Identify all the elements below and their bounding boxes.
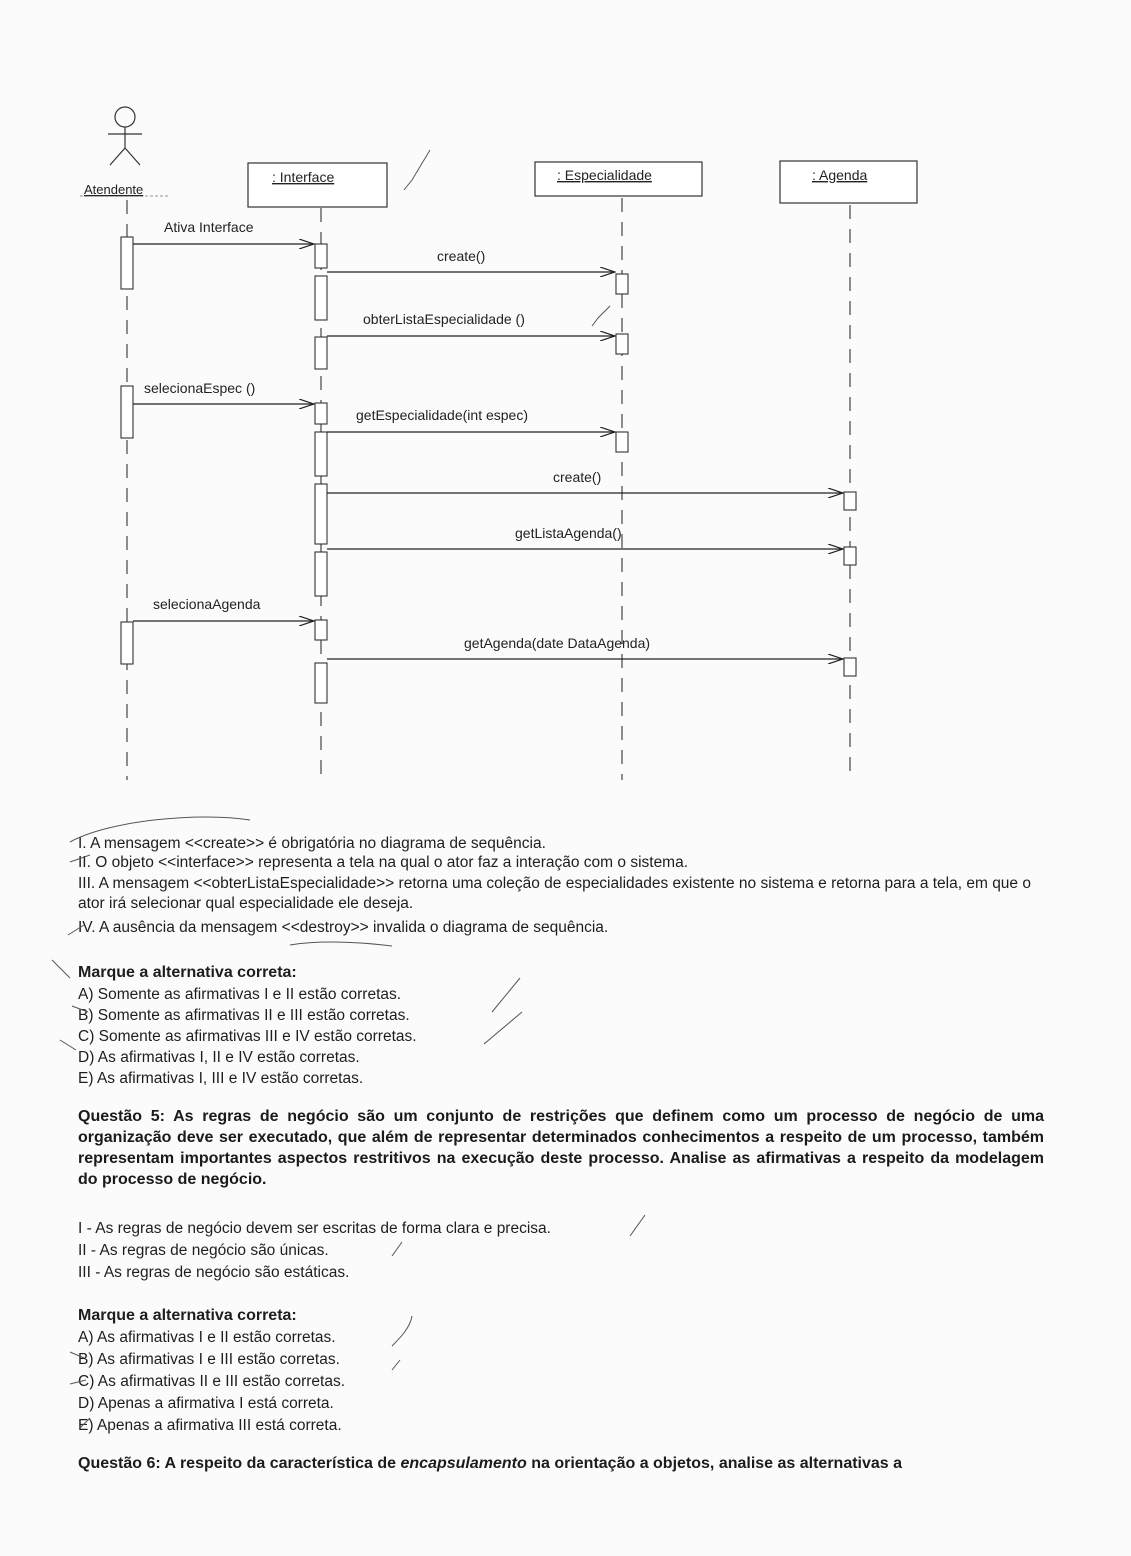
- q4-option-e[interactable]: E) As afirmativas I, III e IV estão corretas.: [78, 1070, 364, 1087]
- message-label: getEspecialidade(int espec): [356, 407, 528, 423]
- message-label: create(): [553, 469, 602, 485]
- actor-label: Atendente: [84, 182, 144, 197]
- message-label: Ativa Interface: [164, 219, 254, 235]
- message-label: obterListaEspecialidade (): [363, 311, 525, 327]
- q5-option-d[interactable]: D) Apenas a afirmativa I está correta.: [78, 1395, 334, 1412]
- q5-option-a[interactable]: A) As afirmativas I e II estão corretas.: [78, 1329, 336, 1346]
- q5-option-e[interactable]: E) Apenas a afirmativa III está correta.: [78, 1417, 342, 1434]
- message-label: selecionaEspec (): [144, 380, 256, 396]
- object-label-agenda: : Agenda: [812, 167, 868, 183]
- q4-statement-1: I. A mensagem <<create>> é obrigatória no diagrama de sequência.: [78, 835, 546, 852]
- q4-option-b[interactable]: B) Somente as afirmativas II e III estão corretas.: [78, 1007, 410, 1024]
- q4-statement-2: II. O objeto <<interface>> representa a tela na qual o ator faz a interação com o sistema.: [78, 854, 689, 871]
- q4-statement-3: III. A mensagem <<obterListaEspecialidade>> retorna uma coleção de especialidades existente no sistema e retorna para a tela, em que o ator irá selecionar qual especialidade ele deseja.: [78, 875, 1031, 912]
- q4-option-c[interactable]: C) Somente as afirmativas III e IV estão corretas.: [78, 1028, 417, 1045]
- object-label-especialidade: : Especialidade: [557, 167, 652, 183]
- q5-option-c[interactable]: C) As afirmativas II e III estão corretas.: [78, 1373, 346, 1390]
- q5-statement-3: III - As regras de negócio são estáticas.: [78, 1264, 350, 1281]
- message-label: getAgenda(date DataAgenda): [464, 635, 651, 651]
- q6-prefix: Questão 6: A respeito da característica de: [78, 1455, 401, 1472]
- q5-statement-2: II - As regras de negócio são únicas.: [78, 1242, 329, 1259]
- message-label: create(): [437, 248, 486, 264]
- q5-option-b[interactable]: B) As afirmativas I e III estão corretas.: [78, 1351, 340, 1368]
- q4-statement-4: IV. A ausência da mensagem <<destroy>> invalida o diagrama de sequência.: [78, 919, 609, 936]
- q4-prompt: Marque a alternativa correta:: [78, 964, 297, 981]
- message-label: selecionaAgenda: [153, 596, 261, 612]
- q5-question: Questão 5: As regras de negócio são um conjunto de restrições que definem como um processo de negócio de uma organização deve ser executado, que além de representar determinados conhecimentos a respeito de um processo, também representam importantes aspectos restritivos na execução deste processo. Analise as afirmativas a respeito da modelagem do processo de negócio.: [78, 1108, 1044, 1188]
- q4-option-d[interactable]: D) As afirmativas I, II e IV estão corretas.: [78, 1049, 360, 1066]
- message-label: getListaAgenda(): [515, 525, 622, 541]
- q6-emphasis: encapsulamento: [400, 1455, 527, 1472]
- object-label-interface: : Interface: [272, 169, 335, 185]
- q5-statement-1: I - As regras de negócio devem ser escritas de forma clara e precisa.: [78, 1220, 551, 1237]
- q4-option-a[interactable]: A) Somente as afirmativas I e II estão corretas.: [78, 986, 402, 1003]
- q6-suffix: na orientação a objetos, analise as alternativas a: [526, 1455, 903, 1472]
- q5-prompt: Marque a alternativa correta:: [78, 1307, 297, 1324]
